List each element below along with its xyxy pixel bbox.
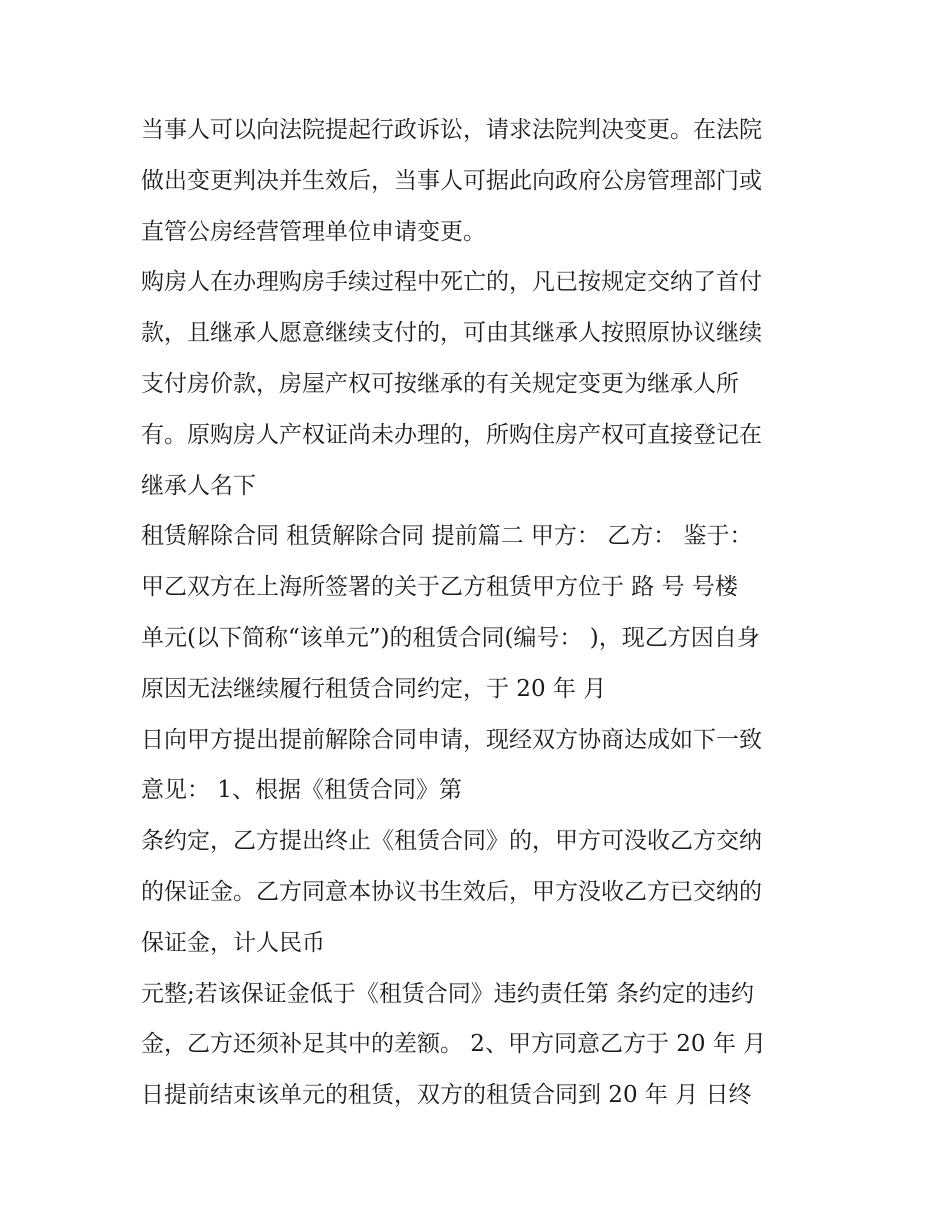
- text-line: 直管公房经营管理单位申请变更。: [141, 218, 486, 245]
- text-line: 日提前结束该单元的租赁，双方的租赁合同到 20 年 月 日终: [141, 1082, 752, 1109]
- text-line: 条约定，乙方提出终止《租赁合同》的，甲方可没收乙方交纳: [141, 828, 762, 855]
- text-line: 金，乙方还须补足其中的差额。 2、甲方同意乙方于 20 年 月: [141, 1031, 767, 1058]
- text-line: 的保证金。乙方同意本协议书生效后，甲方没收乙方已交纳的: [141, 878, 762, 905]
- text-line: 日向甲方提出提前解除合同申请，现经双方协商达成如下一致: [141, 726, 762, 753]
- text-line: 原因无法继续履行租赁合同约定，于 20 年 月: [141, 675, 607, 702]
- text-line: 意见： 1、根据《租赁合同》第: [141, 777, 462, 804]
- text-line: 购房人在办理购房手续过程中死亡的，凡已按规定交纳了首付: [141, 269, 762, 296]
- text-line: 单元(以下简称“该单元”)的租赁合同(编号： )，现乙方因自身: [141, 624, 760, 651]
- text-line: 当事人可以向法院提起行政诉讼，请求法院判决变更。在法院: [141, 117, 762, 143]
- text-line: 元整;若该保证金低于《租赁合同》违约责任第 条约定的违约: [141, 980, 755, 1007]
- text-line: 款，且继承人愿意继续支付的，可由其继承人按照原协议继续: [141, 320, 762, 347]
- text-line: 保证金，计人民币: [141, 929, 325, 956]
- document-body: [141, 105, 821, 1121]
- text-line: 甲乙双方在上海所签署的关于乙方租赁甲方位于 路 号 号楼: [141, 574, 738, 601]
- text-line: 做出变更判决并生效后，当事人可据此向政府公房管理部门或: [141, 167, 762, 194]
- text-line: 继承人名下: [141, 472, 256, 499]
- text-line: 支付房价款，房屋产权可按继承的有关规定变更为继承人所: [141, 370, 739, 397]
- text-line: 租赁解除合同 租赁解除合同 提前篇二 甲方： 乙方： 鉴于：: [141, 523, 753, 550]
- text-line: 有。原购房人产权证尚未办理的，所购住房产权可直接登记在: [141, 421, 762, 448]
